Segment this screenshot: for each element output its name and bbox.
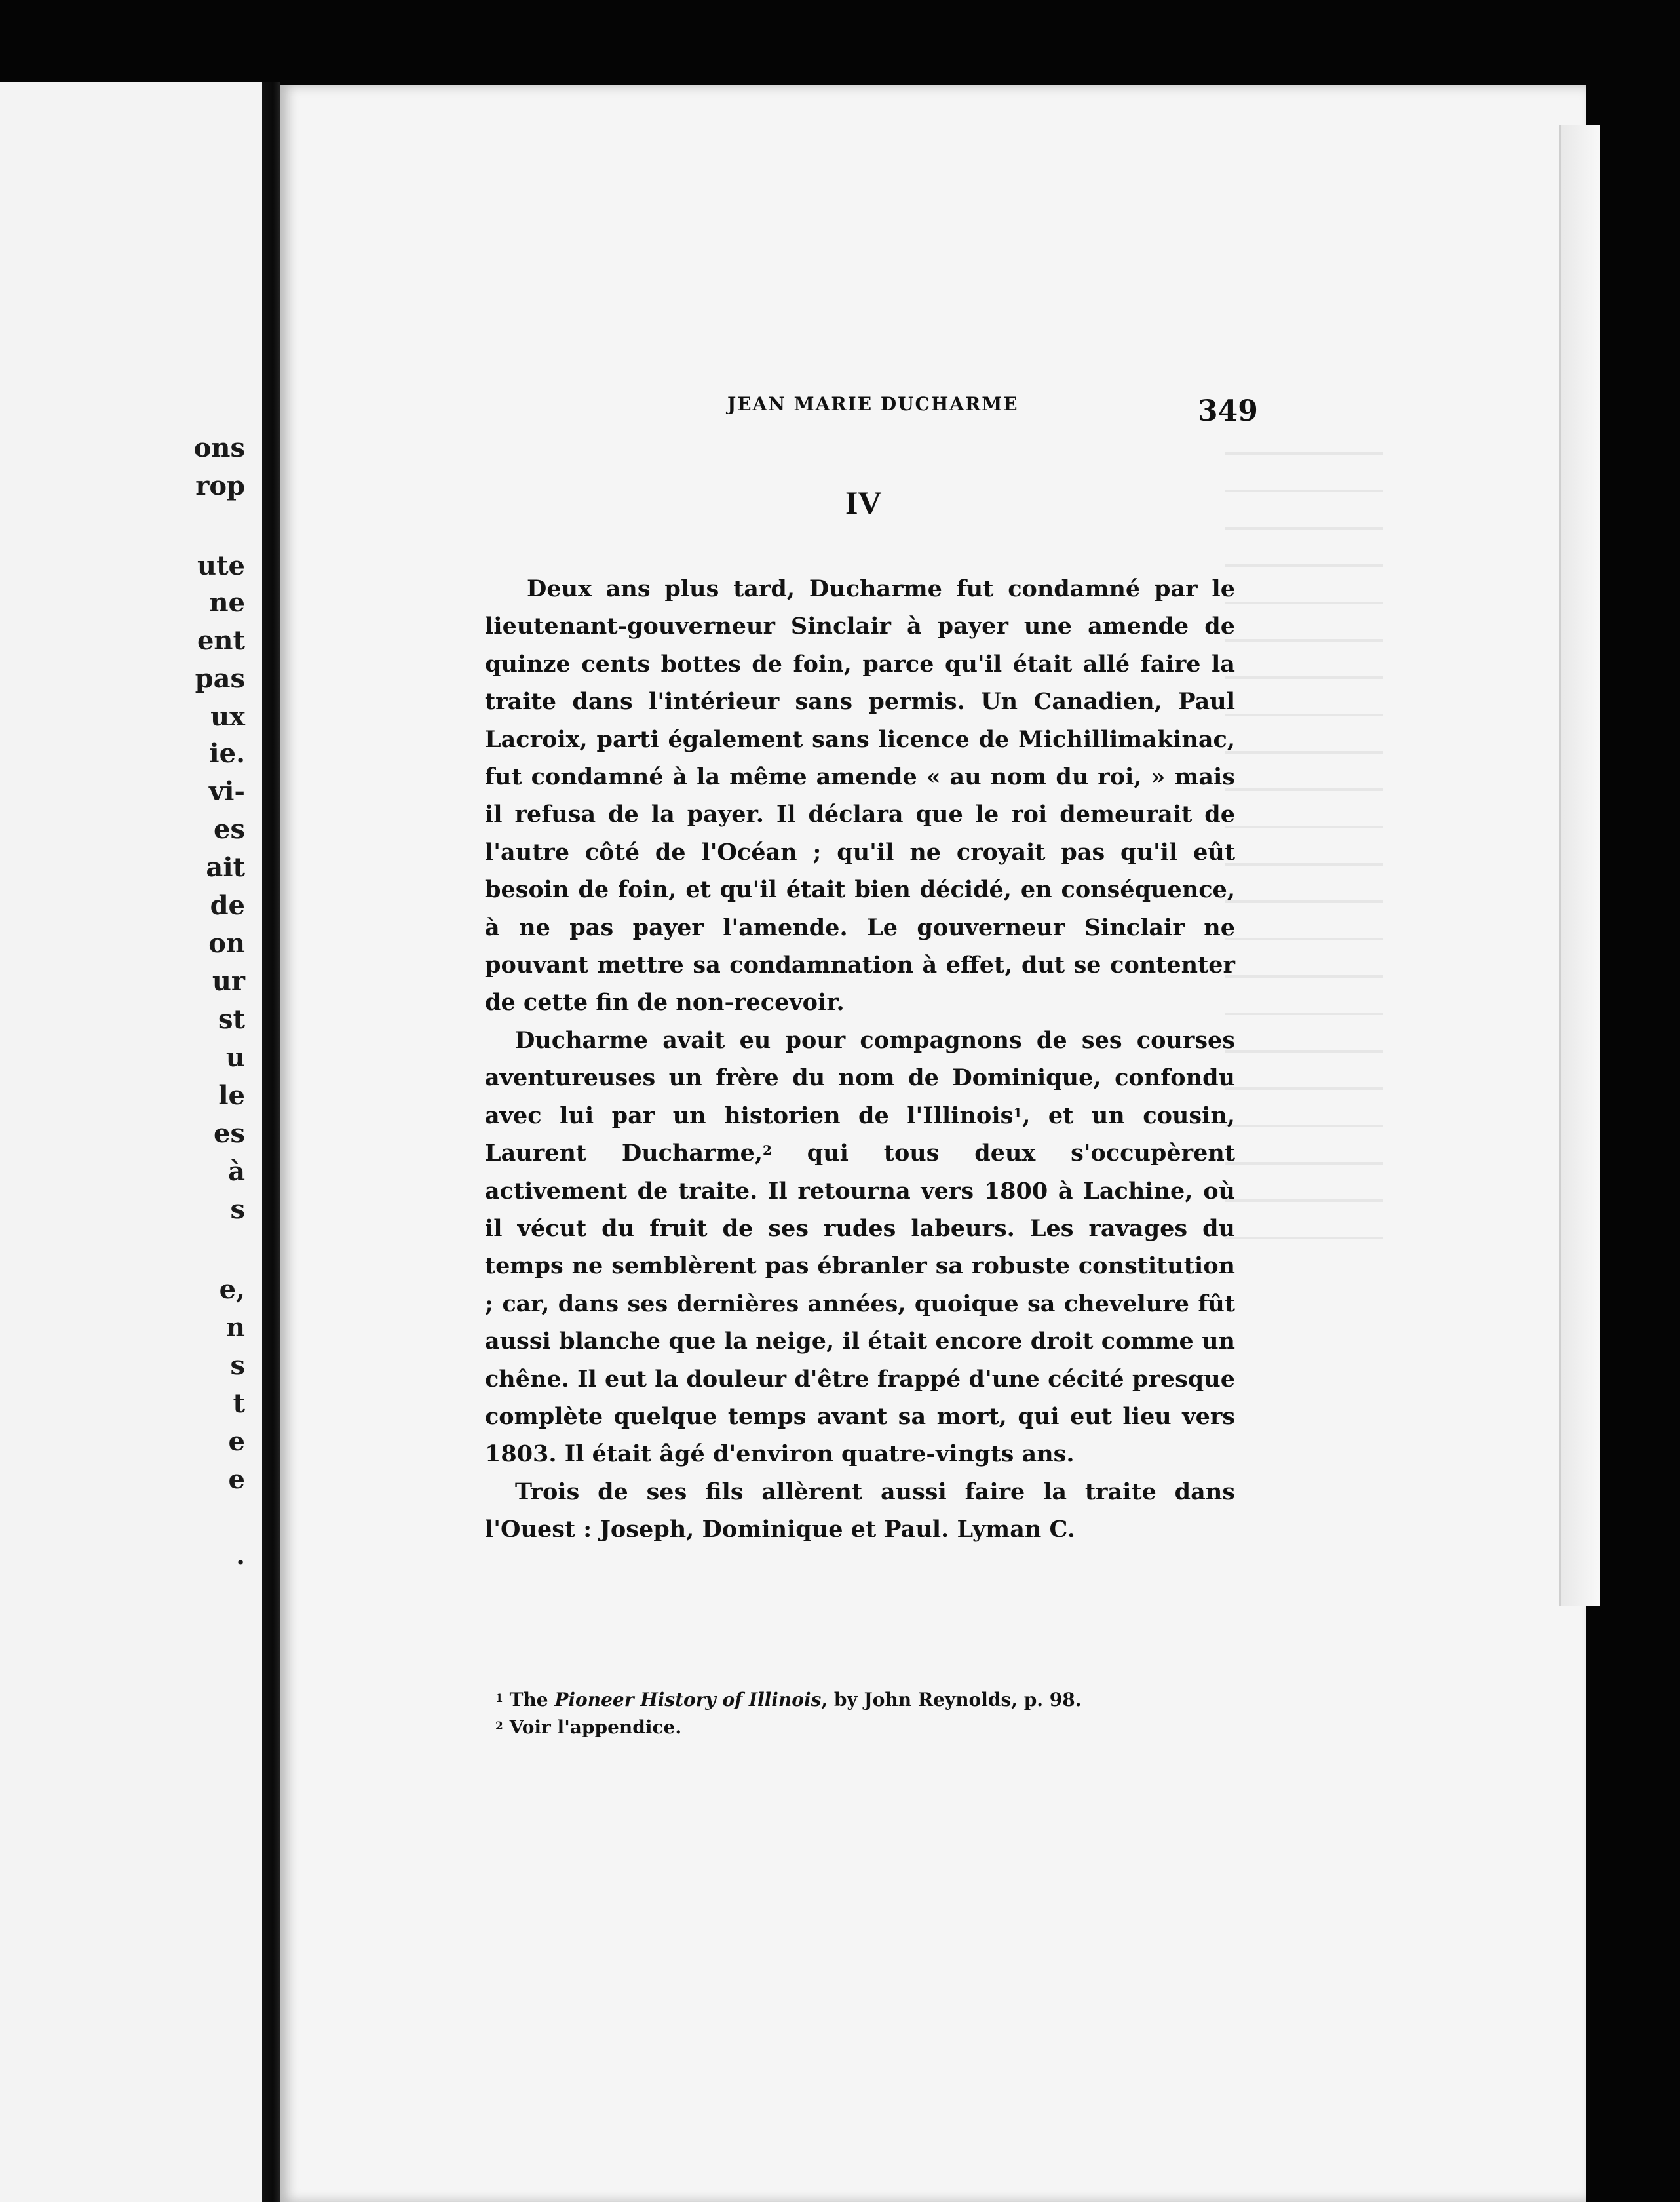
book-gutter [262, 82, 280, 2202]
footnotes [495, 1686, 1236, 1741]
left-page-text-fragment: ie. [209, 738, 245, 769]
left-page-text-fragment: st [218, 1004, 245, 1035]
left-page-text-fragment: s [230, 1194, 245, 1225]
footnote-ref: 2 [763, 1142, 772, 1159]
page-edge [1559, 125, 1600, 1606]
left-page-text-fragment: ons [193, 433, 245, 463]
left-page-text-fragment: . [236, 1540, 245, 1571]
footnote-ref: 1 [1013, 1104, 1023, 1121]
left-page-text-fragment: de [210, 890, 245, 921]
paragraph-text: , et un cousin, Laurent Ducharme, [485, 1102, 1235, 1167]
left-page-text-fragment: n [225, 1312, 245, 1343]
left-page-text-fragment: e, [219, 1274, 245, 1305]
footnote [495, 1686, 1236, 1714]
footnote [495, 1714, 1236, 1741]
paragraph [485, 1022, 1235, 1473]
left-page-text-fragment: ur [212, 966, 245, 997]
section-title: IV [845, 484, 882, 521]
left-page-text-fragment: vi- [208, 776, 245, 807]
left-page-text-fragment: t [233, 1388, 245, 1419]
left-page-text-fragment: pas [195, 663, 245, 694]
left-page-text-fragment: ne [209, 587, 245, 618]
left-page-text-fragment: rop [195, 471, 245, 501]
left-page-text-fragment: s [230, 1350, 245, 1381]
left-page-text-fragment: e [228, 1464, 245, 1495]
body-text [485, 570, 1235, 1549]
left-page-text-fragment: ute [197, 550, 245, 581]
left-page-text-fragment: ux [210, 701, 245, 732]
left-page-text-fragment: le [218, 1080, 245, 1111]
page-number: 349 [1198, 395, 1258, 428]
footnote-text: , by John Reynolds, p. 98. [821, 1689, 1082, 1710]
paragraph: Trois de ses fils allèrent aussi faire la traite dans l'Ouest : Joseph, Dominique et Paul. Lyman C. [485, 1478, 1235, 1543]
footnote-marker: 1 [495, 1692, 503, 1705]
footnote-marker: 2 [495, 1720, 503, 1733]
footnote-text: The [509, 1689, 555, 1710]
running-head: JEAN MARIE DUCHARME [727, 393, 1019, 415]
left-page-text-fragment: ent [197, 625, 245, 656]
left-page-text-fragment: es [214, 1118, 245, 1149]
paragraph: Deux ans plus tard, Ducharme fut condamné par le lieutenant-gouverneur Sinclair à payer une amende de quinze cents bottes de foin, parce qu'il était allé faire la traite dans l'intérieur sans permis. Un Canadien, Paul Lacroix, parti également sans licence de Michillimakinac, fut condamné à la même amende « au nom du roi, » mais il refusa de la payer. Il déclara que le roi demeurait de l'autre côté de l'Océan ; qu'il ne croyait pas qu'il eût besoin de foin, et qu'il était bien décidé, en conséquence, à ne pas payer l'amende. Le gouverneur Sinclair ne pouvant mettre sa condamnation à effet, dut se contenter de cette fin de non-recevoir. [485, 575, 1235, 1016]
left-page-text-fragment: on [208, 928, 245, 959]
paragraph-text: Ducharme avait eu pour compagnons de ses courses aventureuses un frère du nom de Dominique, confondu avec lui par un historien de l'Illinois [485, 1026, 1235, 1129]
left-page-text-fragment: à [228, 1156, 245, 1187]
left-page-text-fragment: e [228, 1426, 245, 1457]
left-page-text-fragment: u [225, 1042, 245, 1073]
left-page-text-fragment: ait [206, 852, 245, 883]
left-page-text-fragment: es [214, 814, 245, 845]
footnote-text: Voir l'appendice. [509, 1716, 682, 1738]
paragraph-text: qui tous deux s'occupèrent activement de traite. Il retourna vers 1800 à Lachine, où il vécut du fruit de ses rudes labeurs. Les ravages du temps ne semblèrent pas ébranler sa robuste constitution ; car, dans ses dernières années, quoique sa chevelure fût aussi blanche que la neige, il était encore droit comme un chêne. Il eut la douleur d'être frappé d'une cécité presque complète quelque temps avant sa mort, qui eut lieu vers 1803. Il était âgé d'environ quatre-vingts ans. [485, 1140, 1235, 1468]
show-through-text [1225, 452, 1383, 1239]
footnote-title: Pioneer History of Illinois [554, 1689, 822, 1710]
left-facing-page [0, 82, 262, 2202]
